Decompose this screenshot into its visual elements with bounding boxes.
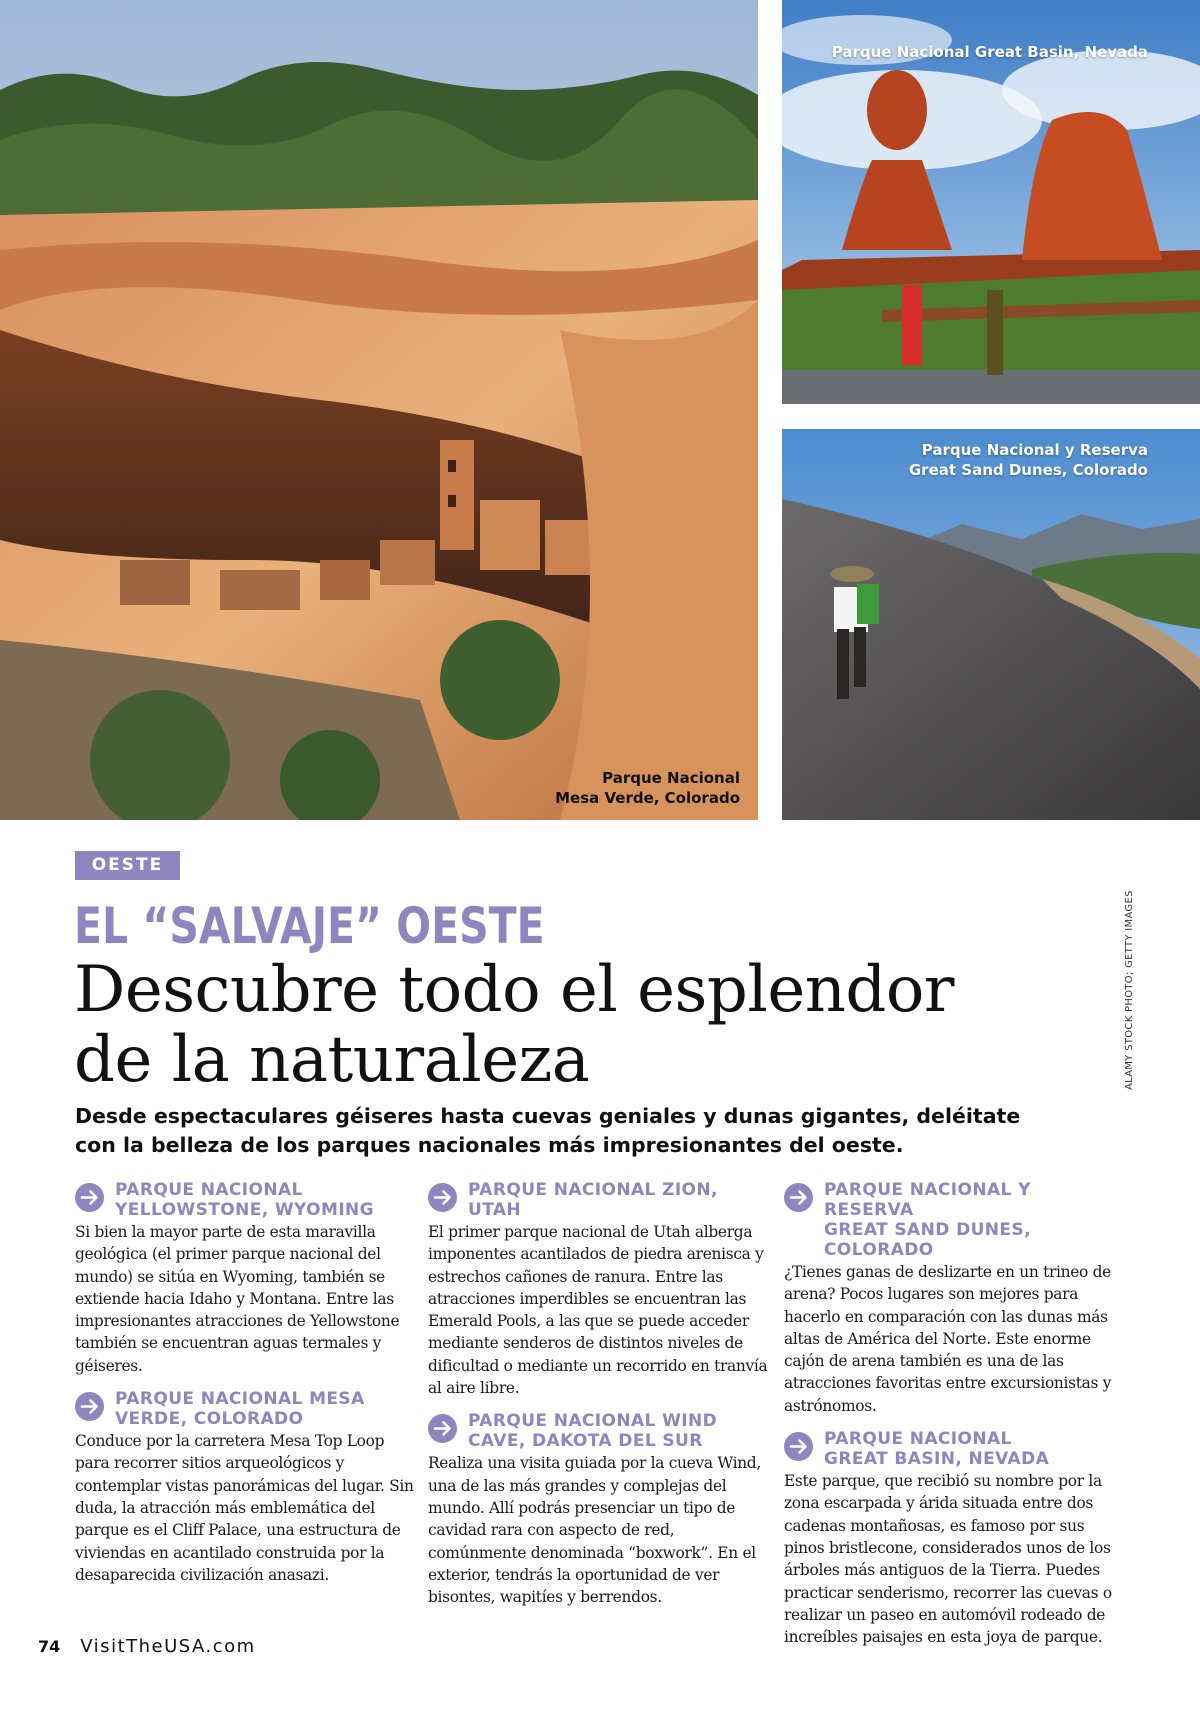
photo-credit: ALAMY STOCK PHOTO; GETTY IMAGES xyxy=(1124,890,1135,1090)
deck-line1: Desde espectaculares géiseres hasta cuevas geniales y dunas gigantes, deléitate xyxy=(75,1104,1021,1128)
column-2 xyxy=(428,1180,768,1620)
arrow-right-icon xyxy=(75,1392,104,1421)
entry-text: ¿Tienes ganas de deslizarte en un trineo de arena? Pocos lugares son mejores para hacerlo en comparación con las dunas más altas de América del Norte. Este enorme cajón de arena también es una de las atracciones favoritas entre excursionistas y astrónomos. xyxy=(784,1263,1112,1415)
page-footer xyxy=(38,1636,256,1657)
entry-title xyxy=(824,1429,1049,1469)
arrow-right-icon xyxy=(784,1183,813,1212)
entry-wind-cave xyxy=(428,1411,768,1608)
entry-title xyxy=(468,1180,718,1220)
great-sand-dunes-caption-line1: Parque Nacional y Reserva xyxy=(921,441,1148,459)
entry-text: Conduce por la carretera Mesa Top Loop para recorrer sitios arqueológicos y contemplar vistas panorámicas del lugar. Sin duda, la atracción más emblemática del parque es el Cliff Palace, una estructura de viviendas en acantilado construida por la desaparecida civilización anasazi. xyxy=(75,1432,414,1584)
article-deck xyxy=(75,1102,1075,1160)
entry-title-line2: UTAH xyxy=(468,1200,522,1220)
entry-title xyxy=(115,1180,374,1220)
deck-line2: con la belleza de los parques nacionales más impresionantes del oeste. xyxy=(75,1133,904,1157)
entry-title-line1: PARQUE NACIONAL xyxy=(824,1429,1012,1450)
great-basin-photo xyxy=(782,0,1200,404)
arrow-right-icon xyxy=(75,1183,104,1212)
entry-title-line1: PARQUE NACIONAL ZION, xyxy=(468,1180,718,1200)
entry-title-line1: PARQUE NACIONAL WIND xyxy=(468,1411,718,1432)
entry-great-sand-dunes xyxy=(784,1180,1124,1417)
headline-line2: de la naturaleza xyxy=(74,1023,590,1097)
entry-mesa-verde xyxy=(75,1389,415,1586)
entry-title-line1: PARQUE NACIONAL xyxy=(115,1180,303,1200)
site-name: VisitTheUSA.com xyxy=(80,1636,256,1657)
arrow-right-icon xyxy=(784,1432,813,1461)
entry-great-basin xyxy=(784,1429,1124,1648)
entry-zion xyxy=(428,1180,768,1399)
entry-title-line1: PARQUE NACIONAL MESA xyxy=(115,1389,365,1410)
mesa-verde-photo xyxy=(0,0,758,820)
entry-title-line2: YELLOWSTONE, WYOMING xyxy=(115,1200,375,1220)
headline-line1: Descubre todo el esplendor xyxy=(74,953,954,1027)
entry-title-line2: GREAT SAND DUNES, COLORADO xyxy=(824,1220,1031,1260)
article-headline xyxy=(74,955,1074,1095)
arrow-right-icon xyxy=(428,1414,457,1443)
entry-text: El primer parque nacional de Utah alberga imponentes acantilados de piedra arenisca y estrechos cañones de ranura. Entre las atracciones imperdibles se encuentran las Emerald Pools, a las que se puede acceder mediante senderos de distintos niveles de dificultad o mediante un recorrido en tranvía al aire libre. xyxy=(428,1223,768,1398)
great-basin-caption: Parque Nacional Great Basin, Nevada xyxy=(831,43,1148,61)
section-tag: OESTE xyxy=(75,851,180,880)
entry-yellowstone xyxy=(75,1180,415,1377)
entry-title-line2: GREAT BASIN, NEVADA xyxy=(824,1449,1050,1470)
column-1 xyxy=(75,1180,415,1598)
mesa-verde-caption-line1: Parque Nacional xyxy=(602,769,740,787)
entry-title-line2: CAVE, DAKOTA DEL SUR xyxy=(468,1431,703,1452)
entry-text: Si bien la mayor parte de esta maravilla geológica (el primer parque nacional del mundo) se sitúa en Wyoming, también se extiende hacia Idaho y Montana. Entre las impresionantes atracciones de Yellowstone también se encuentran aguas termales y géiseres. xyxy=(75,1223,400,1375)
entry-text: Realiza una visita guiada por la cueva Wind, una de las más grandes y complejas del mundo. Allí podrás presenciar un tipo de cavidad rara con aspecto de red, comúnmente denominada “boxwork”. En el exterior, tendrás la oportunidad de ver bisontes, wapitíes y berrendos. xyxy=(428,1454,761,1607)
entry-title xyxy=(824,1180,1124,1260)
entry-text: Este parque, que recibió su nombre por la zona escarpada y árida situada entre dos cadenas montañosas, es famoso por sus pinos bristlecone, considerados unos de los árboles más antiguos de la Tierra. Puedes practicar senderismo, recorrer las cuevas o realizar un paseo en automóvil rodeado de increíbles paisajes en esta joya de parque. xyxy=(784,1472,1112,1647)
entry-title xyxy=(468,1411,717,1451)
great-sand-dunes-caption-line2: Great Sand Dunes, Colorado xyxy=(908,461,1148,479)
column-3 xyxy=(784,1180,1124,1660)
great-sand-dunes-photo xyxy=(782,429,1200,820)
article-kicker: EL “SALVAJE” OESTE xyxy=(74,897,545,955)
arrow-right-icon xyxy=(428,1183,457,1212)
entry-title xyxy=(115,1389,365,1429)
entry-title-line2: VERDE, COLORADO xyxy=(115,1409,304,1430)
page-number: 74 xyxy=(38,1637,61,1656)
mesa-verde-caption-line2: Mesa Verde, Colorado xyxy=(555,789,740,807)
entry-title-line1: PARQUE NACIONAL Y RESERVA xyxy=(824,1180,1031,1220)
